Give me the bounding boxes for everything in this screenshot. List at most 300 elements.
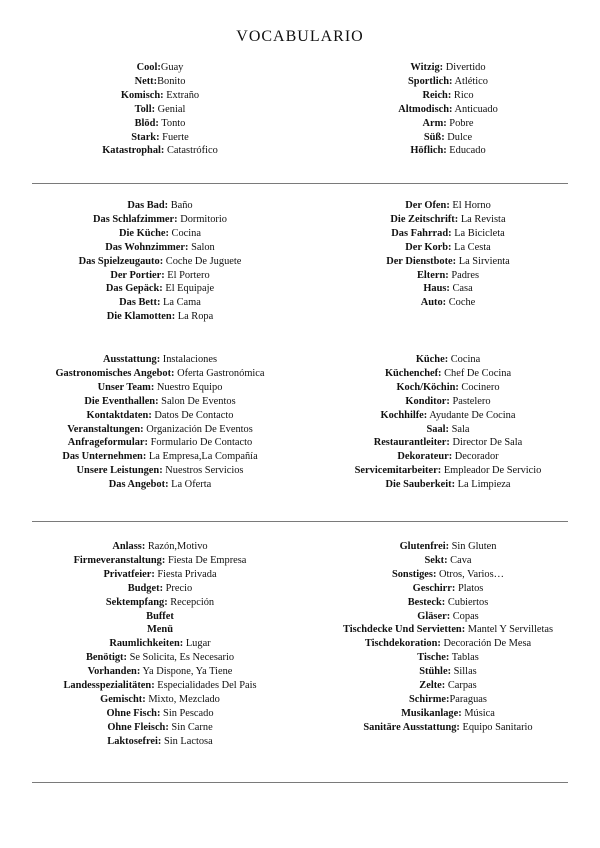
- term-separator: :: [164, 200, 169, 211]
- spanish-translation: Otros, Varios…: [436, 568, 505, 580]
- term-separator: :: [445, 652, 450, 664]
- german-term: Veranstaltungen: [67, 423, 141, 435]
- column-left: [12, 199, 308, 324]
- vocab-entry: [12, 75, 308, 89]
- spanish-translation: Se Solicita, Es Necesario: [126, 652, 235, 664]
- vocab-entry: [12, 282, 308, 296]
- spanish-translation: Instalaciones: [160, 354, 217, 365]
- german-term: Das Bett: [119, 297, 157, 309]
- divider: [32, 521, 568, 522]
- spanish-translation: Decoración De Mesa: [440, 638, 532, 650]
- vocab-entry: [12, 310, 308, 324]
- term-separator: :: [446, 610, 451, 622]
- term-separator: :: [140, 423, 144, 435]
- term-separator: :: [142, 693, 146, 705]
- german-term: Das Bad: [127, 200, 165, 211]
- german-term: Tischdekoration: [364, 638, 438, 650]
- term-separator: :: [136, 666, 141, 678]
- term-separator: :: [171, 367, 175, 379]
- german-term: Komisch: [120, 89, 161, 101]
- german-term: Katastrophal: [102, 145, 161, 157]
- vocab-entry: [12, 381, 308, 395]
- vocab-entry: [300, 651, 596, 665]
- term-separator: :: [446, 437, 450, 449]
- spanish-translation: Empleador De Servicio: [441, 465, 542, 477]
- spanish-translation: Lugar: [183, 638, 211, 650]
- spanish-translation: Especialidades Del Pais: [154, 680, 257, 692]
- german-term: Kochhilfe: [380, 409, 424, 421]
- spanish-translation: Formulario De Contacto: [148, 437, 253, 449]
- german-term: Höflich: [410, 145, 444, 157]
- german-term: Landesspezialitäten: [63, 680, 152, 692]
- vocab-entry: [300, 707, 596, 721]
- spanish-translation: Ayudante De Cocina: [427, 409, 516, 421]
- term-separator: :: [171, 311, 176, 323]
- term-separator: :: [161, 269, 165, 281]
- german-term: Cool: [136, 62, 158, 73]
- german-term: Küchenchef: [384, 367, 439, 379]
- spanish-translation: Ya Dispone, Ya Tiene: [140, 666, 233, 678]
- term-separator: :: [156, 354, 161, 365]
- german-term: Nett: [134, 75, 154, 87]
- spanish-translation: Cocina: [168, 227, 201, 239]
- term-separator: :: [123, 652, 127, 664]
- term-separator: :: [155, 117, 159, 129]
- spanish-translation: Razón,Motivo: [145, 541, 208, 552]
- german-term: Der Dienstbote: [386, 255, 453, 267]
- german-term: Reich: [422, 89, 448, 101]
- term-separator: :: [150, 381, 155, 393]
- vocab-entry: [12, 423, 308, 437]
- vocab-entry: [12, 409, 308, 423]
- term-separator: :: [443, 117, 447, 129]
- vocab-entry: [12, 395, 308, 409]
- spanish-translation: La Revista: [458, 213, 506, 225]
- vocab-entry: [300, 409, 596, 423]
- term-separator: :: [441, 131, 445, 143]
- german-term: Laktosefrei: [107, 735, 158, 747]
- term-separator: :: [445, 269, 449, 281]
- vocab-entry: [12, 554, 308, 568]
- term-separator: :: [449, 103, 453, 115]
- spanish-translation: El Portero: [164, 269, 210, 281]
- vocab-entry: [12, 623, 308, 637]
- term-separator: :: [439, 62, 444, 73]
- german-term: Gastronomisches Angebot: [55, 367, 172, 379]
- term-separator: :: [441, 596, 446, 608]
- vocab-entry: [300, 610, 596, 624]
- term-separator: :: [164, 596, 168, 608]
- vocab-entry: [300, 623, 596, 637]
- spanish-translation: Cocinero: [458, 381, 500, 393]
- german-term: Der Portier: [110, 269, 162, 281]
- term-separator: :: [446, 283, 450, 295]
- vocab-entry: [300, 144, 596, 158]
- spanish-translation: Dulce: [444, 131, 473, 143]
- vocab-entry: [300, 227, 596, 241]
- spanish-translation: Anticuado: [452, 103, 498, 115]
- term-separator: :: [455, 381, 459, 393]
- term-separator: :: [447, 89, 452, 101]
- term-separator: :: [445, 423, 450, 435]
- term-separator: :: [151, 680, 155, 692]
- term-separator: :: [447, 666, 452, 678]
- vocab-entry: [300, 131, 596, 145]
- vocab-entry: [12, 296, 308, 310]
- term-separator: :: [442, 297, 447, 309]
- vocab-entry: [12, 651, 308, 665]
- german-term: Privatfeier: [103, 568, 152, 580]
- spanish-translation: Coche: [446, 297, 476, 309]
- term-separator: :: [159, 465, 163, 477]
- term-separator: :: [444, 554, 448, 566]
- column-left: [12, 61, 308, 158]
- vocab-entry: [300, 89, 596, 103]
- vocab-entry: [300, 381, 596, 395]
- vocab-entry: [12, 693, 308, 707]
- vocab-entry: [12, 637, 308, 651]
- vocab-entry: [300, 540, 596, 554]
- vocab-entry: [12, 199, 308, 213]
- german-term: Die Küche: [119, 227, 166, 239]
- vocab-entry: [12, 707, 308, 721]
- spanish-translation: Genial: [155, 103, 186, 115]
- vocab-entry: [12, 568, 308, 582]
- term-separator: :: [448, 227, 452, 239]
- spanish-translation: Casa: [449, 283, 473, 295]
- vocab-entry: [12, 117, 308, 131]
- term-separator: :: [438, 367, 442, 379]
- vocab-entry: [12, 144, 308, 158]
- german-term: Das Spielzeugauto: [78, 255, 160, 267]
- spanish-translation: Atlético: [452, 75, 488, 87]
- german-term: Zelte: [419, 680, 442, 692]
- spanish-translation: Equipo Sanitario: [459, 721, 533, 733]
- term-separator: :: [148, 409, 152, 421]
- german-term: Die Eventhallen: [84, 395, 156, 407]
- term-separator: :: [179, 638, 184, 650]
- vocab-entry: [300, 117, 596, 131]
- spanish-translation: La Cesta: [451, 241, 491, 253]
- spanish-translation: Precio: [163, 582, 193, 594]
- term-separator: :: [165, 479, 169, 491]
- vocab-entry: [12, 367, 308, 381]
- term-separator: :: [159, 255, 164, 267]
- german-term: Sektempfang: [105, 596, 165, 608]
- german-term: Schirme: [409, 693, 446, 705]
- german-term: Budget: [127, 582, 160, 594]
- term-separator: :: [156, 707, 161, 719]
- term-separator: :: [448, 241, 452, 253]
- spanish-translation: Pobre: [446, 117, 474, 129]
- spanish-translation: Rico: [451, 89, 474, 101]
- vocab-entry: [12, 131, 308, 145]
- vocab-entry: [300, 436, 596, 450]
- german-term: Kontaktdaten: [86, 409, 149, 421]
- german-term: Unser Team: [97, 381, 151, 393]
- term-separator: :: [443, 145, 447, 157]
- term-separator: :: [449, 75, 453, 87]
- term-separator: :: [159, 582, 164, 594]
- spanish-translation: Pastelero: [449, 395, 491, 407]
- term-separator: :: [452, 255, 457, 267]
- german-term: Unsere Leistungen: [76, 465, 160, 477]
- spanish-translation: Chef De Cocina: [441, 367, 512, 379]
- term-separator: :: [165, 227, 169, 239]
- term-separator: :: [446, 200, 450, 211]
- spanish-translation: La Bicicleta: [451, 227, 505, 239]
- german-term: Tischdecke Und Servietten: [342, 624, 462, 636]
- german-term: Die Zeitschrift: [390, 213, 455, 225]
- german-term: Witzig: [410, 62, 440, 73]
- vocab-entry: [12, 227, 308, 241]
- spanish-translation: Sin Pescado: [160, 707, 214, 719]
- term-separator: :: [153, 75, 158, 87]
- vocab-entry: [12, 61, 308, 75]
- spanish-translation: Padres: [448, 269, 480, 281]
- spanish-translation: Mixto, Mezclado: [145, 693, 220, 705]
- german-term: Konditor: [405, 395, 447, 407]
- spanish-translation: Platos: [455, 582, 484, 594]
- vocab-entry: [300, 75, 596, 89]
- vocab-entry: [12, 464, 308, 478]
- german-term: Firmeveranstaltung: [73, 554, 162, 566]
- spanish-translation: Tablas: [449, 652, 479, 664]
- spanish-translation: Fuerte: [159, 131, 189, 143]
- german-term: Die Sauberkeit: [385, 479, 452, 491]
- vocab-entry: [300, 255, 596, 269]
- spanish-translation: Sin Lactosa: [161, 735, 213, 747]
- german-term: Arm: [422, 117, 444, 129]
- vocab-entry: [12, 540, 308, 554]
- spanish-translation: Organización De Eventos: [143, 423, 253, 435]
- vocab-entry: [12, 353, 308, 367]
- vocab-entry: [300, 665, 596, 679]
- page-title: VOCABULARIO: [236, 28, 364, 45]
- vocab-entry: [300, 693, 596, 707]
- spanish-translation: Cava: [447, 554, 472, 566]
- term-separator: :: [151, 568, 155, 580]
- vocab-entry: [12, 255, 308, 269]
- german-term: Ohne Fisch: [106, 707, 157, 719]
- vocab-entry: [300, 637, 596, 651]
- spanish-translation: La Sirvienta: [456, 255, 510, 267]
- german-term: Anfrageformular: [67, 437, 145, 449]
- german-term: Das Angebot: [108, 479, 166, 491]
- vocab-entry: [300, 296, 596, 310]
- term-separator: :: [151, 103, 156, 115]
- german-term: Gläser: [417, 610, 447, 622]
- spanish-translation: Paraguas: [449, 693, 487, 705]
- spanish-translation: Nuestros Servicios: [162, 465, 244, 477]
- german-term: Servicemitarbeiter: [354, 465, 438, 477]
- german-term: Küche: [415, 354, 445, 365]
- spanish-translation: La Empresa,La Compañía: [146, 451, 258, 463]
- column-left: [12, 540, 308, 749]
- term-separator: :: [446, 395, 450, 407]
- german-term: Eltern: [416, 269, 446, 281]
- spanish-translation: Datos De Contacto: [151, 409, 234, 421]
- term-separator: :: [159, 283, 163, 295]
- spanish-translation: Educado: [446, 145, 486, 157]
- spanish-translation: La Oferta: [168, 479, 212, 491]
- german-term: Dekorateur: [397, 451, 449, 463]
- vocab-entry: [12, 103, 308, 117]
- spanish-translation: Cocina: [448, 354, 481, 365]
- vocab-entry: [300, 241, 596, 255]
- german-term: Auto: [420, 297, 443, 309]
- spanish-translation: Guay: [160, 62, 184, 73]
- term-separator: :: [161, 554, 166, 566]
- spanish-translation: Divertido: [443, 62, 486, 73]
- term-separator: :: [160, 145, 165, 157]
- german-term: Altmodisch: [398, 103, 450, 115]
- spanish-translation: Decorador: [452, 451, 499, 463]
- vocab-entry: [12, 596, 308, 610]
- spanish-translation: El Equipaje: [162, 283, 215, 295]
- german-term: Der Ofen: [405, 200, 447, 211]
- vocab-entry: [300, 450, 596, 464]
- german-term: Gemischt: [100, 693, 143, 705]
- spanish-translation: Baño: [168, 200, 193, 211]
- divider: [32, 183, 568, 184]
- spanish-translation: Recepción: [167, 596, 215, 608]
- vocab-entry: [300, 353, 596, 367]
- spanish-translation: Mantel Y Servilletas: [465, 624, 554, 636]
- vocab-entry: [300, 464, 596, 478]
- vocab-entry: [300, 269, 596, 283]
- german-term: Die Klamotten: [106, 311, 172, 323]
- german-term: Das Wohnzimmer: [105, 241, 185, 253]
- spanish-translation: Cubiertos: [445, 596, 489, 608]
- vocab-entry: [300, 721, 596, 735]
- german-term: Das Gepäck: [105, 283, 160, 295]
- vocab-entry: [300, 103, 596, 117]
- german-term: Benötigt: [85, 652, 124, 664]
- spanish-translation: Carpas: [445, 680, 477, 692]
- spanish-translation: Director De Sala: [449, 437, 523, 449]
- german-term: Raumlichkeiten: [109, 638, 180, 650]
- term-separator: :: [155, 395, 159, 407]
- german-term: Besteck: [407, 596, 442, 608]
- term-separator: :: [456, 721, 460, 733]
- term-separator: :: [451, 479, 456, 491]
- spanish-translation: Salon: [188, 241, 215, 253]
- german-term: Vorhanden: [87, 666, 137, 678]
- spanish-translation: Sillas: [451, 666, 477, 678]
- german-term: Glutenfrei: [399, 541, 446, 552]
- term-separator: :: [448, 451, 453, 463]
- spanish-translation: Música: [461, 707, 495, 719]
- term-separator: :: [185, 241, 189, 253]
- vocab-entry: [300, 423, 596, 437]
- german-term: Das Fahrrad: [391, 227, 449, 239]
- vocab-entry: [12, 679, 308, 693]
- vocab-entry: [12, 450, 308, 464]
- divider: [32, 782, 568, 783]
- term-separator: :: [444, 354, 449, 365]
- spanish-translation: La Ropa: [175, 311, 214, 323]
- spanish-translation: Dormitorio: [177, 213, 227, 225]
- german-term: Sportlich: [408, 75, 450, 87]
- column-right: [300, 61, 596, 158]
- spanish-translation: Oferta Gastronómica: [174, 367, 265, 379]
- vocab-entry: [12, 665, 308, 679]
- german-term: Restaurantleiter: [373, 437, 447, 449]
- column-left: [12, 353, 308, 492]
- spanish-translation: Fiesta De Empresa: [165, 554, 247, 566]
- vocab-entry: [300, 554, 596, 568]
- vocab-entry: [300, 582, 596, 596]
- german-term: Tische: [417, 652, 446, 664]
- german-term: Süß: [423, 131, 442, 143]
- spanish-translation: Sin Gluten: [449, 541, 497, 552]
- term-separator: :: [458, 707, 462, 719]
- column-right: [300, 353, 596, 492]
- vocab-entry: [12, 436, 308, 450]
- term-separator: :: [454, 213, 459, 225]
- german-term: Toll: [134, 103, 152, 115]
- term-separator: :: [432, 568, 437, 580]
- term-separator: :: [160, 89, 164, 101]
- term-separator: :: [142, 451, 147, 463]
- german-term: Stark: [131, 131, 157, 143]
- spanish-translation: Nuestro Equipo: [154, 381, 223, 393]
- column-right: [300, 540, 596, 735]
- german-term: Haus: [423, 283, 447, 295]
- spanish-translation: Catastrófico: [164, 145, 218, 157]
- german-term: Das Unternehmen: [62, 451, 143, 463]
- term-separator: :: [437, 638, 441, 650]
- term-separator: :: [445, 541, 450, 552]
- german-term: Sanitäre Ausstattung: [363, 721, 457, 733]
- vocab-entry: [300, 282, 596, 296]
- vocab-entry: [300, 679, 596, 693]
- vocab-entry: [12, 478, 308, 492]
- german-term: Der Korb: [405, 241, 449, 253]
- term-separator: :: [144, 437, 149, 449]
- spanish-translation: La Limpieza: [455, 479, 511, 491]
- german-term: Sekt: [424, 554, 445, 566]
- german-term: Stühle: [419, 666, 448, 678]
- spanish-translation: Extraño: [163, 89, 200, 101]
- vocab-entry: [300, 568, 596, 582]
- term-separator: :: [423, 409, 428, 421]
- term-separator: :: [451, 582, 456, 594]
- spanish-translation: Sin Carne: [168, 721, 213, 733]
- german-term: Ausstattung: [102, 354, 157, 365]
- term-separator: :: [437, 465, 442, 477]
- vocab-entry: [300, 213, 596, 227]
- german-term: Geschirr: [412, 582, 452, 594]
- vocab-entry: [12, 610, 308, 624]
- spanish-translation: El Horno: [449, 200, 491, 211]
- spanish-translation: La Cama: [160, 297, 201, 309]
- german-term: Musikanlage: [401, 707, 459, 719]
- vocab-entry: [300, 367, 596, 381]
- vocab-entry: [12, 89, 308, 103]
- term-separator: :: [174, 213, 178, 225]
- term-separator: :: [156, 131, 160, 143]
- spanish-translation: Salon De Eventos: [158, 395, 236, 407]
- spanish-translation: Copas: [450, 610, 479, 622]
- term-separator: :: [441, 680, 446, 692]
- vocab-entry: [300, 199, 596, 213]
- vocab-entry: [12, 213, 308, 227]
- term-separator: :: [165, 721, 169, 733]
- german-term: Das Schlafzimmer: [93, 213, 175, 225]
- column-right: [300, 199, 596, 310]
